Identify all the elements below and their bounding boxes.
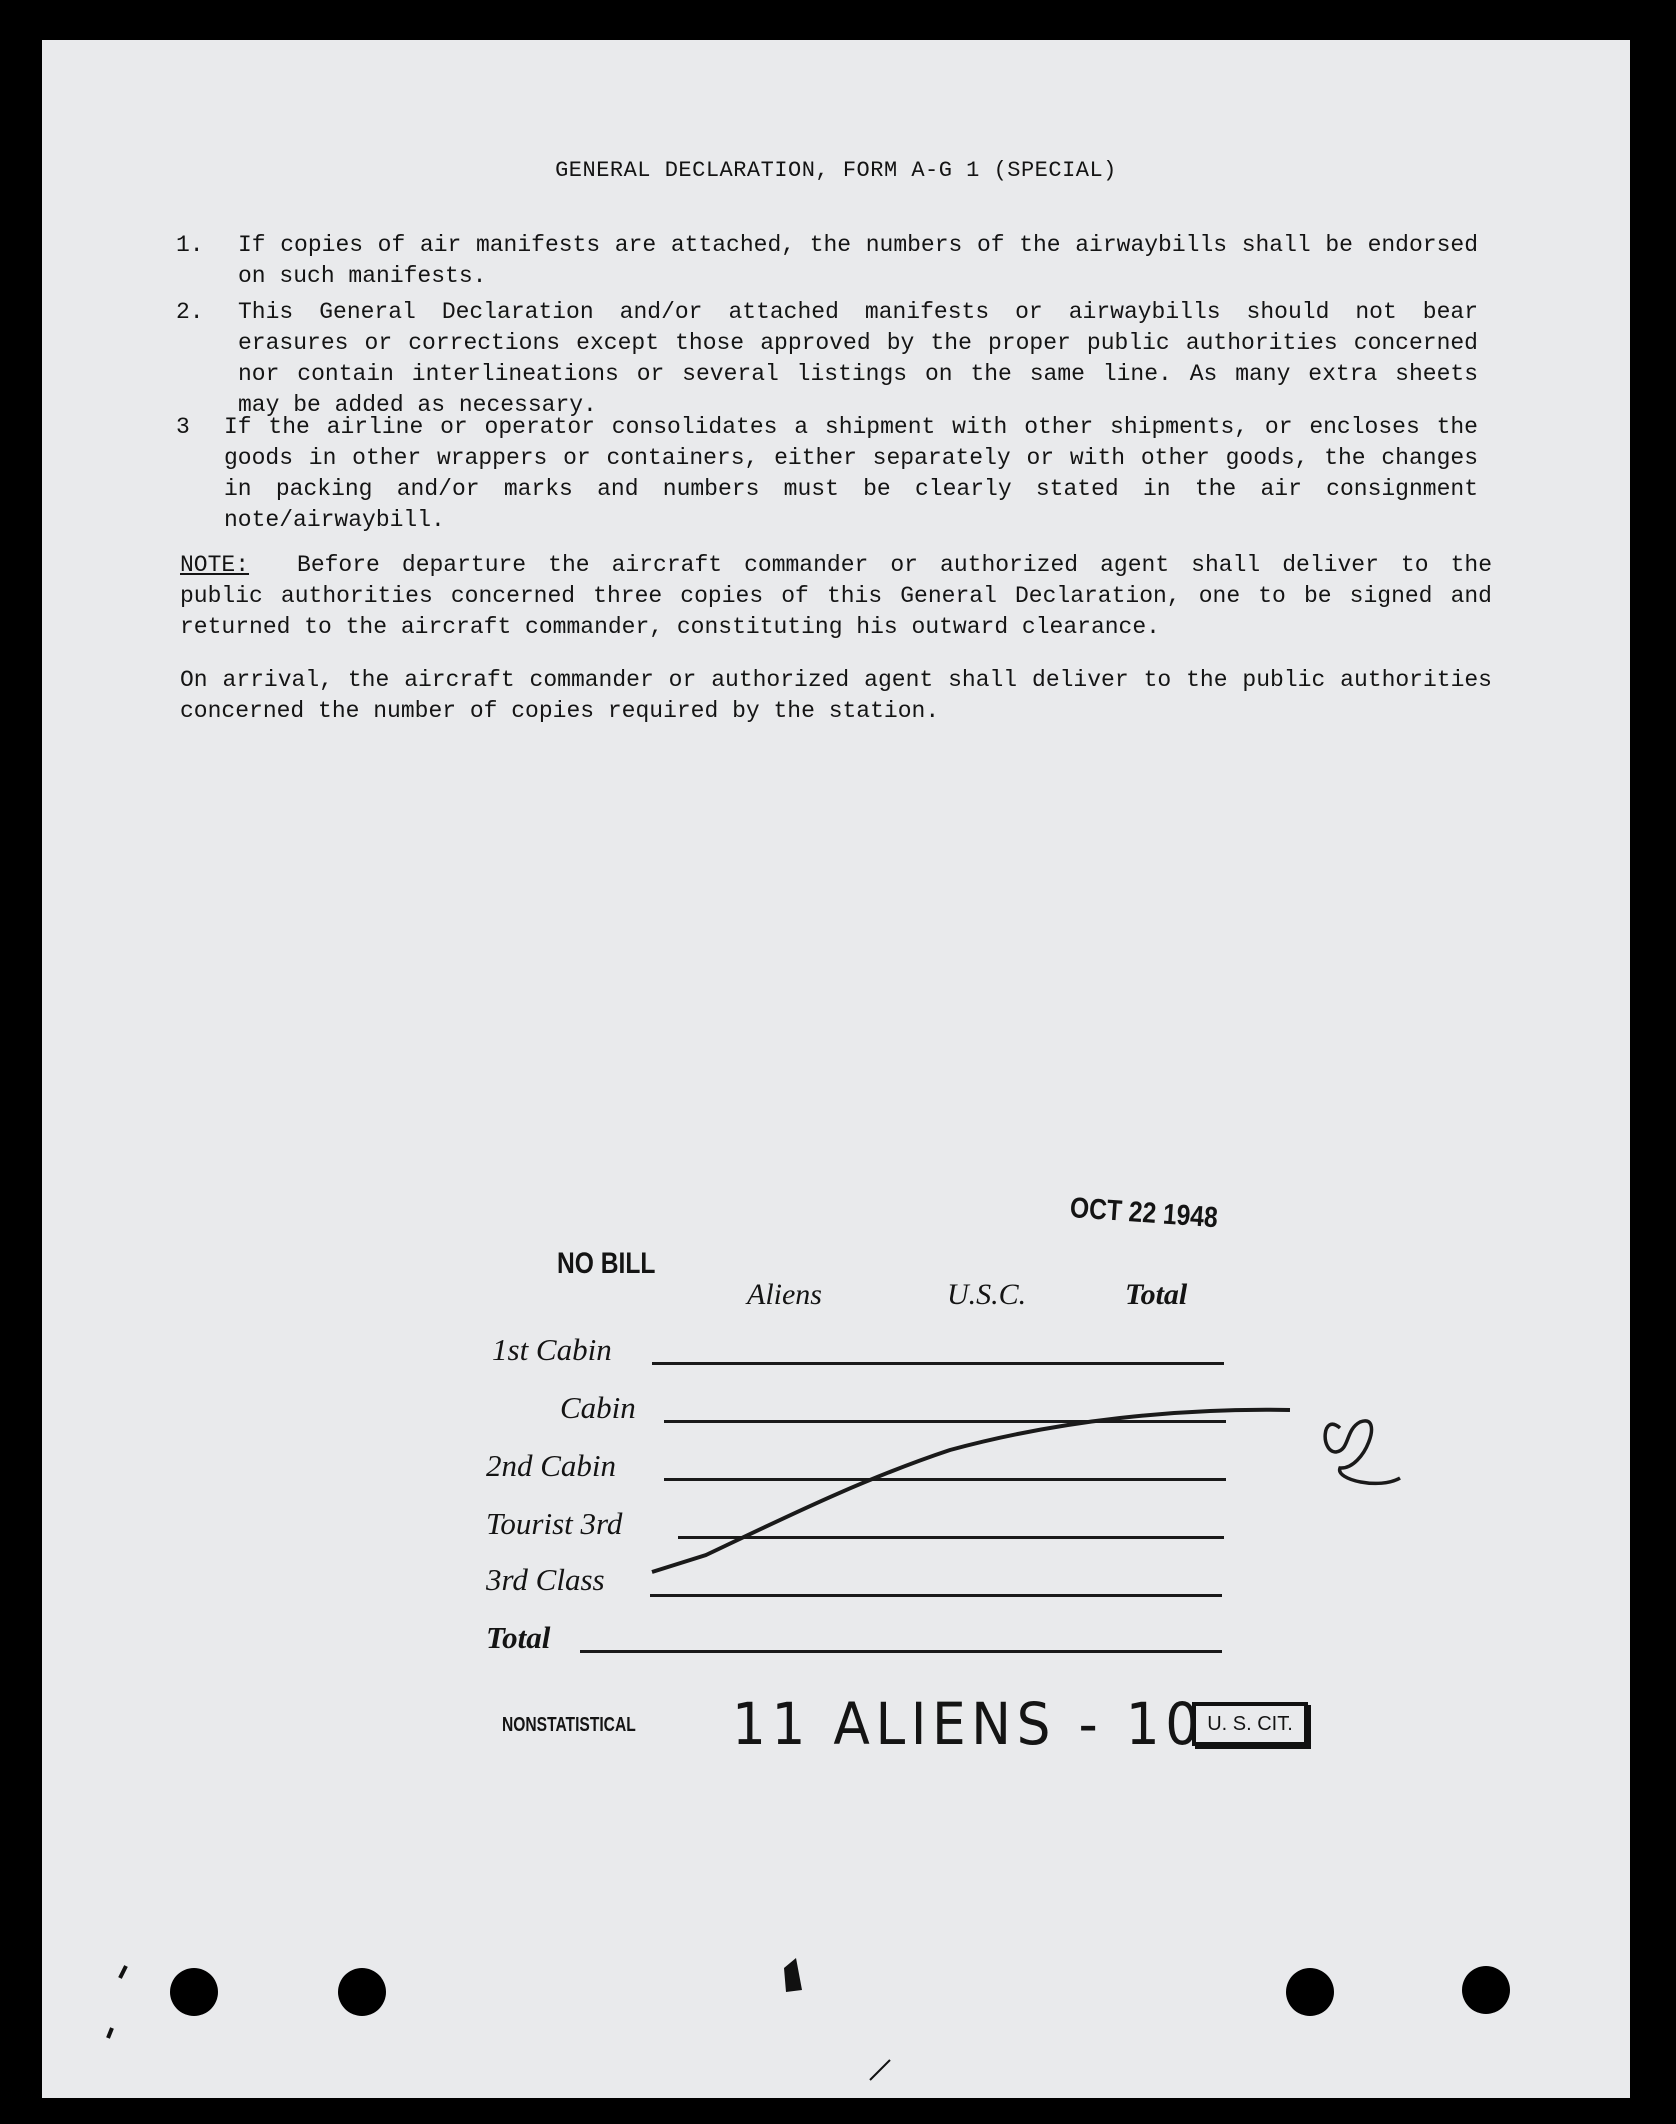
punch-hole — [170, 1968, 218, 2016]
row-cabin: Cabin — [560, 1390, 636, 1425]
row-3rd-class: 3rd Class — [486, 1562, 605, 1597]
document-page — [42, 40, 1630, 2098]
us-cit-box-stamp: U. S. CIT. — [1192, 1702, 1308, 1746]
punch-hole — [1462, 1966, 1510, 2014]
item-text: If the airline or operator consolidates a shipment with other shipments, or encloses the goods in other wrappers or containers, either separately or with other goods, the changes in packing and/or marks and numbers must be clearly stated in the air consignment note/airwaybill. — [224, 414, 1478, 533]
column-total: Total — [1125, 1278, 1188, 1311]
row-total: Total — [486, 1620, 551, 1655]
rule-2nd-cabin — [664, 1478, 1226, 1481]
note-paragraph — [180, 550, 1492, 643]
form-title: GENERAL DECLARATION, FORM A-G 1 (SPECIAL) — [555, 158, 1117, 183]
rule-total — [580, 1650, 1222, 1653]
punch-hole — [338, 1968, 386, 2016]
column-aliens: Aliens — [747, 1278, 822, 1311]
note-label: NOTE: — [180, 552, 250, 578]
handwritten-note: 11 ALIENS - 10 — [732, 1690, 1205, 1758]
row-tourist-3rd: Tourist 3rd — [486, 1506, 623, 1541]
item-number: 3 — [176, 414, 190, 440]
arrival-paragraph: On arrival, the aircraft commander or authorized agent shall deliver to the public authorities concerned the number of copies required by the station. — [180, 667, 1492, 724]
item-number: 2. — [176, 299, 204, 325]
item-number: 1. — [176, 232, 204, 258]
rule-3rd-class — [650, 1594, 1222, 1597]
no-bill-stamp: NO BILL — [557, 1247, 656, 1280]
punch-hole — [1286, 1968, 1334, 2016]
item-text: This General Declaration and/or attached manifests or airwaybills should not bear erasures or corrections except those approved by the proper public authorities concerned nor contain interlineations or several listings on the same line. As many extra sheets may be added as necessary. — [238, 299, 1478, 418]
row-2nd-cabin: 2nd Cabin — [486, 1448, 617, 1483]
date-stamp: OCT 22 1948 — [1068, 1192, 1219, 1235]
row-1st-cabin: 1st Cabin — [492, 1332, 612, 1367]
rule-tourist-3rd — [678, 1536, 1224, 1539]
note-text: Before departure the aircraft commander or authorized agent shall deliver to the public authorities concerned three copies of this General Declaration, one to be signed and returned to the aircraft commander, constituting his outward clearance. — [180, 552, 1492, 640]
nonstatistical-stamp: NONSTATISTICAL — [502, 1714, 636, 1736]
column-usc: U.S.C. — [947, 1278, 1027, 1311]
item-text: If copies of air manifests are attached, the numbers of the airwaybills shall be endorsed on such manifests. — [238, 232, 1478, 289]
rule-1st-cabin — [652, 1362, 1224, 1365]
rule-cabin — [664, 1420, 1226, 1423]
